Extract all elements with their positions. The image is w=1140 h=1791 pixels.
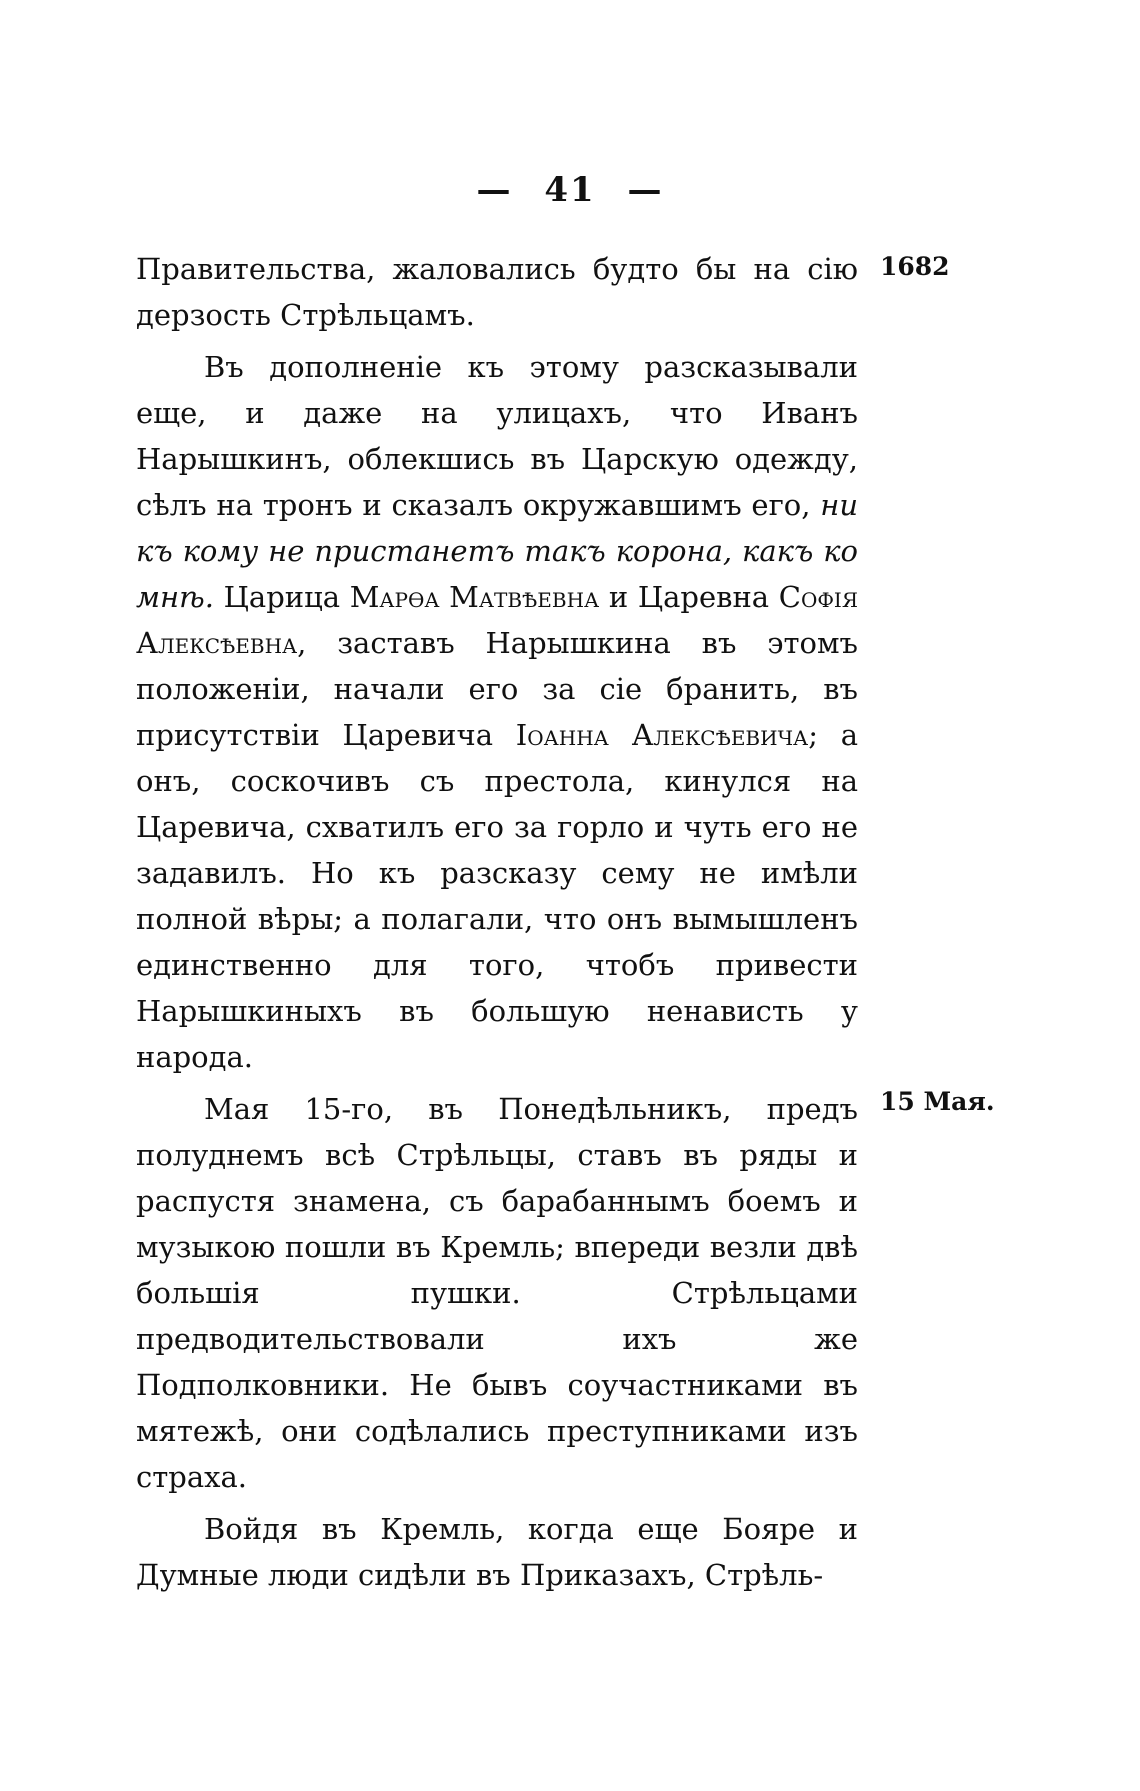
margin-note-date: 15 Мая.	[880, 1087, 995, 1116]
quote-italic: ни къ кому не пристанетъ такъ корона, какъ ко мнѣ.	[136, 488, 858, 614]
margin-note-year: 1682	[880, 252, 950, 281]
paragraph-2-part-c: и Царевна	[608, 580, 770, 614]
paragraph-1: Правительства, жаловались будто бы на сію дерзость Стрѣльцамъ.	[136, 252, 858, 332]
name-sofia: Софія Алексѣевна	[136, 580, 858, 660]
paragraph-2-part-d: , заставъ Нарышкина въ этомъ положеніи, начали его за сіе бранить, въ присутствіи Царевича	[136, 626, 858, 752]
paragraph-2-part-b: Царица	[223, 580, 341, 614]
paragraph-2	[136, 344, 858, 1080]
paragraph-4: Войдя въ Кремль, когда еще Бояре и Думные люди сидѣли въ Приказахъ, Стрѣль-	[136, 1512, 858, 1592]
name-ioann: Іоанна Алексѣевича	[515, 718, 809, 752]
header-dash-right: —	[627, 170, 664, 210]
header-dash-left: —	[476, 170, 513, 210]
paragraph-3: Мая 15-го, въ Понедѣльникъ, предъ полуднемъ всѣ Стрѣльцы, ставъ въ ряды и распустя знамена, съ барабаннымъ боемъ и музыкою пошли въ Кремль; впереди везли двѣ большія пушки. Стрѣльцами предводительствовали ихъ же Подполковники. Не бывъ соучастниками въ мятежѣ, они содѣлались преступниками изъ страха.	[136, 1092, 858, 1494]
page-number: 41	[544, 170, 596, 210]
paragraph-2-part-a: Въ дополненіе къ этому разсказывали еще, и даже на улицахъ, что Иванъ Нарышкинъ, облекшись въ Царскую одежду, сѣлъ на тронъ и сказалъ окружавшимъ его,	[136, 350, 858, 522]
main-text	[136, 246, 858, 1598]
page-header	[0, 170, 1140, 210]
name-marfa: Марѳа Матвѣевна	[349, 580, 600, 614]
paragraph-2-part-e: ; а онъ, соскочивъ съ престола, кинулся на Царевича, схватилъ его за горло и чуть его не задавилъ. Но къ разсказу сему не имѣли полной вѣры; а полагали, что онъ вымышленъ единственно для того, чтобъ привести Нарышкиныхъ въ большую ненависть у народа.	[136, 718, 859, 1074]
